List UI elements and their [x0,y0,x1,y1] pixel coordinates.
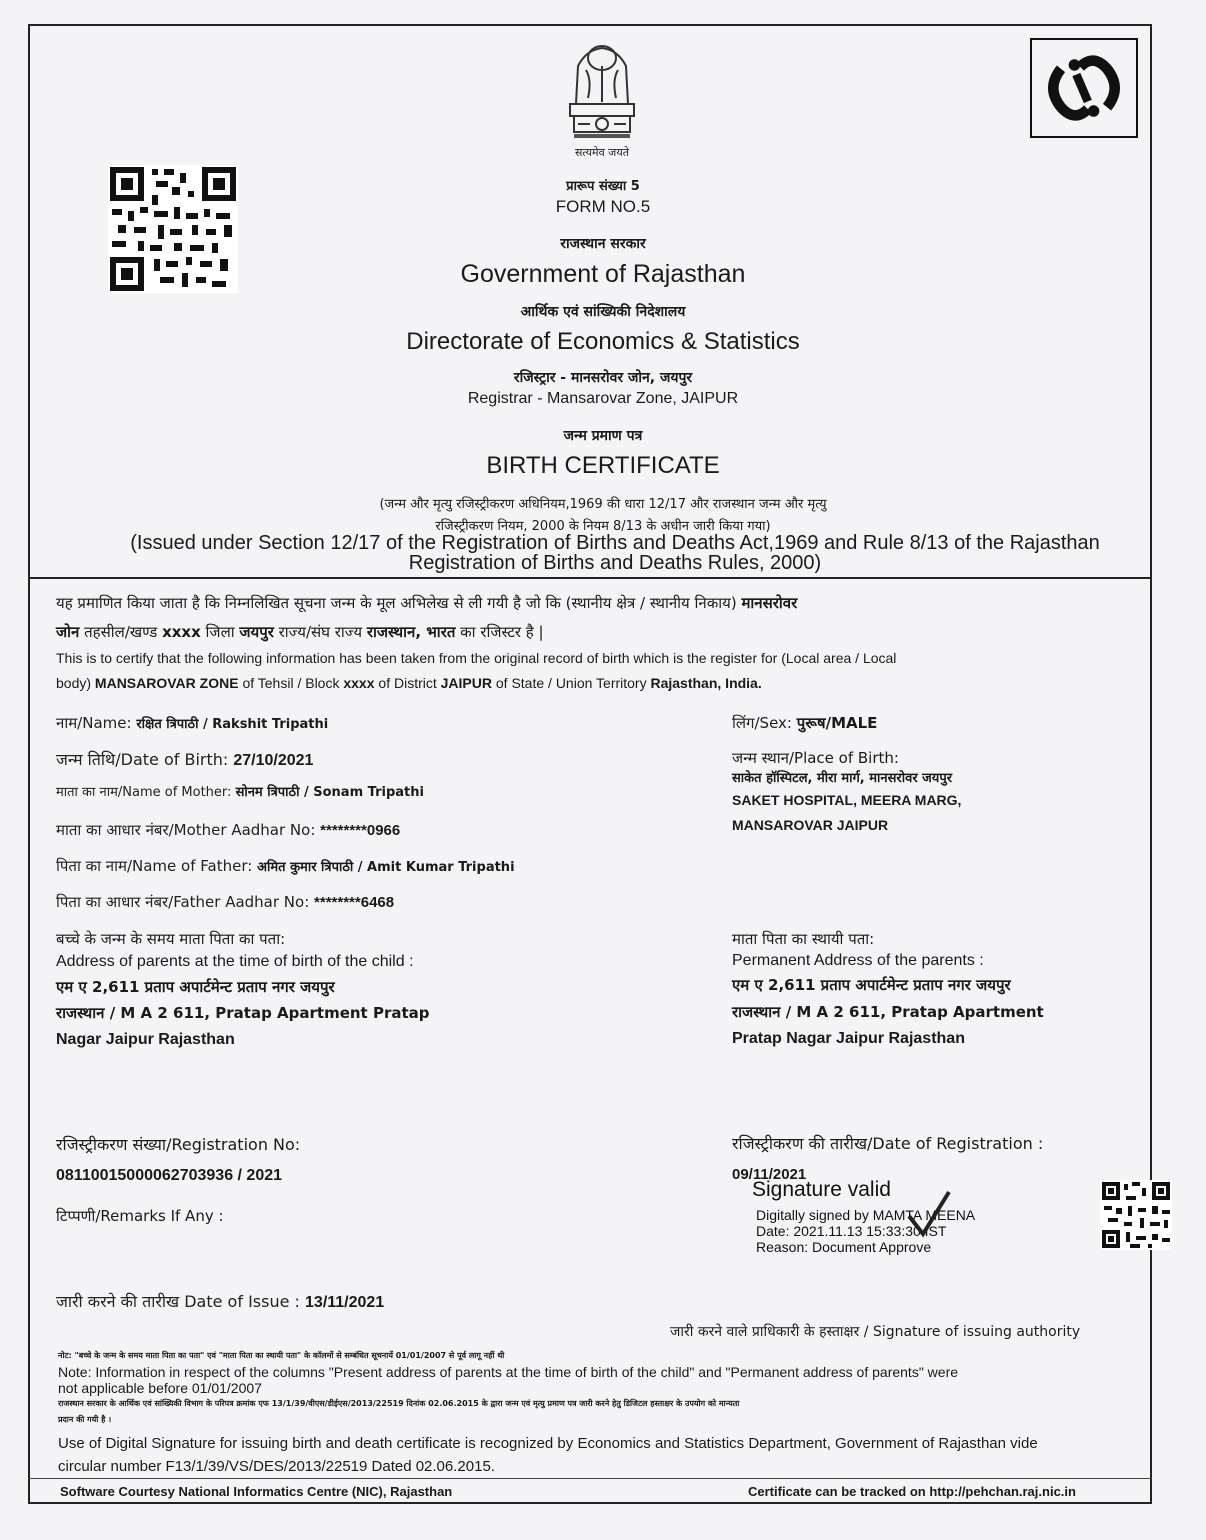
father-aadhar-field: पिता का आधार नंबर/Father Aadhar No: ********6468 [56,893,395,911]
circular-hindi-1: राजस्थान सरकार के आर्थिक एवं सांख्यिकी विभाग के परिपत्र क्रमांक एफ 13/1/39/वीएस/डीईएस/2013/22519 दिनांक 02.06.2015 के द्वारा जन्म एवं मृत्यु प्रमाण पत्र जारी करने हेतु डिजिटल हस्ताक्षर के उपयोग को मान्यता [58,1399,740,1408]
reg-date-value: 09/11/2021 [732,1166,807,1183]
signature-line3: Reason: Document Approve [756,1239,932,1255]
govt-hindi: राजस्थान सरकार [560,236,646,252]
registrar-hindi: रजिस्ट्रार - मानसरोवर जोन, जयपुर [513,370,693,386]
signature-check-icon [905,1188,953,1240]
footer-software-courtesy: Software Courtesy National Informatics Centre (NIC), Rajasthan [60,1484,453,1499]
pob-line3: MANSAROVAR JAIPUR [732,817,889,833]
mother-name-field: माता का नाम/Name of Mother: सोनम त्रिपाठी / Sonam Tripathi [56,785,424,800]
sex-field: लिंग/Sex: पुरूष/MALE [732,714,878,732]
perm-address-line2: राजस्थान / M A 2 611, Pratap Apartment [732,1003,1044,1021]
name-field: नाम/Name: रक्षित त्रिपाठी / Rakshit Tripathi [56,714,329,732]
act-english-1: (Issued under Section 12/17 of the Registration of Births and Deaths Act,1969 and Rule 8/13 of the Rajasthan [130,532,1100,554]
note-english-2: not applicable before 01/01/2007 [58,1380,262,1396]
govt-title: Government of Rajasthan [460,260,746,288]
reg-date-label: रजिस्ट्रीकरण की तारीख/Date of Registration : [732,1134,1044,1153]
registrar-title: Registrar - Mansarovar Zone, JAIPUR [467,390,739,407]
certify-hindi-line2: जोन तहसील/खण्ड xxxx जिला जयपुर राज्य/संघ राज्य राजस्थान, भारत का रजिस्टर है | [56,623,544,641]
cert-title-hindi: जन्म प्रमाण पत्र [563,428,643,444]
certify-english-line1: This is to certify that the following information has been taken from the original record of birth which is the register for (Local area / Local [56,650,897,666]
dept-title: Directorate of Economics & Statistics [406,328,800,355]
national-emblem-icon [556,36,648,166]
signature-line2: Date: 2021.11.13 15:33:30 IST [756,1223,947,1239]
remarks-label: टिप्पणी/Remarks If Any : [56,1207,224,1225]
act-hindi-1: (जन्म और मृत्यु रजिस्ट्रीकरण अधिनियम,1969 की धारा 12/17 और राजस्थान जन्म और मृत्यु [379,497,827,512]
birth-address-line1: एम ए 2,611 प्रताप अपार्टमेन्ट प्रताप नगर जयपुर [56,978,335,996]
act-english-2: Registration of Births and Deaths Rules, 2000) [408,552,822,574]
act-hindi-2: रजिस्ट्रीकरण नियम, 2000 के नियम 8/13 के अधीन जारी किया गया) [435,519,771,534]
qr-code-small-icon [1100,1180,1172,1250]
issuing-authority-label: जारी करने वाले प्राधिकारी के हस्ताक्षर / Signature of issuing authority [670,1324,1081,1340]
pob-line2: SAKET HOSPITAL, MEERA MARG, [732,792,962,808]
registration-logo-icon [1030,38,1138,138]
mother-aadhar-field: माता का आधार नंबर/Mother Aadhar No: ********0966 [56,821,401,839]
form-no: FORM NO.5 [555,197,651,216]
note-english-1: Note: Information in respect of the columns "Present address of parents at the time of birth of the child" and "Permanent address of parents" were [58,1364,959,1380]
circular-english-2: circular number F13/1/39/VS/DES/2013/22519 Dated 02.06.2015. [58,1458,495,1475]
signature-status: Signature valid [752,1178,891,1201]
circular-hindi-2: प्रदान की गयी है । [58,1415,112,1424]
cert-title: BIRTH CERTIFICATE [486,452,720,479]
circular-english-1: Use of Digital Signature for issuing birth and death certificate is recognized by Economics and Statistics Department, Government of Rajasthan vide [58,1435,1038,1452]
certify-english-line2: body) MANSAROVAR ZONE of Tehsil / Block xxxx of District JAIPUR of State / Union Territory Rajasthan, India. [56,675,762,691]
footer-divider [28,1478,1152,1479]
signature-line1: Digitally signed by MAMTA MEENA [756,1207,976,1223]
reg-no-value: 08110015000062703936 / 2021 [56,1167,283,1184]
perm-address-line1: एम ए 2,611 प्रताप अपार्टमेन्ट प्रताप नगर जयपुर [732,976,1011,994]
birth-address-label: Address of parents at the time of birth of the child : [56,953,414,970]
perm-address-line3: Pratap Nagar Jaipur Rajasthan [732,1030,965,1047]
birth-address-line2: राजस्थान / M A 2 611, Pratap Apartment Pratap [56,1004,430,1022]
section-divider [28,577,1152,579]
note-hindi: नोट: "बच्चे के जन्म के समय माता पिता का पता" एवं "माता पिता का स्थायी पता" के कॉलमों से सम्बंधित सूचनायें 01/01/2007 से पूर्व लागू नहीं थी [58,1351,505,1360]
birth-address-label-hindi: बच्चे के जन्म के समय माता पिता का पता: [56,930,286,948]
perm-address-label: Permanent Address of the parents : [732,952,984,969]
issue-date-field: जारी करने की तारीख Date of Issue : 13/11/2021 [56,1292,385,1311]
father-name-field: पिता का नाम/Name of Father: अमित कुमार त्रिपाठी / Amit Kumar Tripathi [56,857,515,875]
dob-field: जन्म तिथि/Date of Birth: 27/10/2021 [56,750,314,769]
emblem-motto: सत्यमेव जयते [574,146,630,159]
pob-label: जन्म स्थान/Place of Birth: [732,749,899,767]
footer-tracking-link[interactable]: Certificate can be tracked on http://pehchan.raj.nic.in [748,1484,1076,1499]
birth-address-line3: Nagar Jaipur Rajasthan [56,1031,235,1048]
pob-line1: साकेत हॉस्पिटल, मीरा मार्ग, मानसरोवर जयपुर [732,771,953,786]
perm-address-label-hindi: माता पिता का स्थायी पता: [732,930,875,948]
form-no-hindi: प्रारूप संख्या 5 [566,179,640,194]
certify-hindi-line1: यह प्रमाणित किया जाता है कि निम्नलिखित सूचना जन्म के मूल अभिलेख से ली गयी है जो कि (स्थानीय क्षेत्र / स्थानीय निकाय) मानसरोवर [56,594,798,612]
dept-hindi: आर्थिक एवं सांख्यिकी निदेशालय [520,304,686,320]
reg-no-label: रजिस्ट्रीकरण संख्या/Registration No: [56,1135,301,1154]
